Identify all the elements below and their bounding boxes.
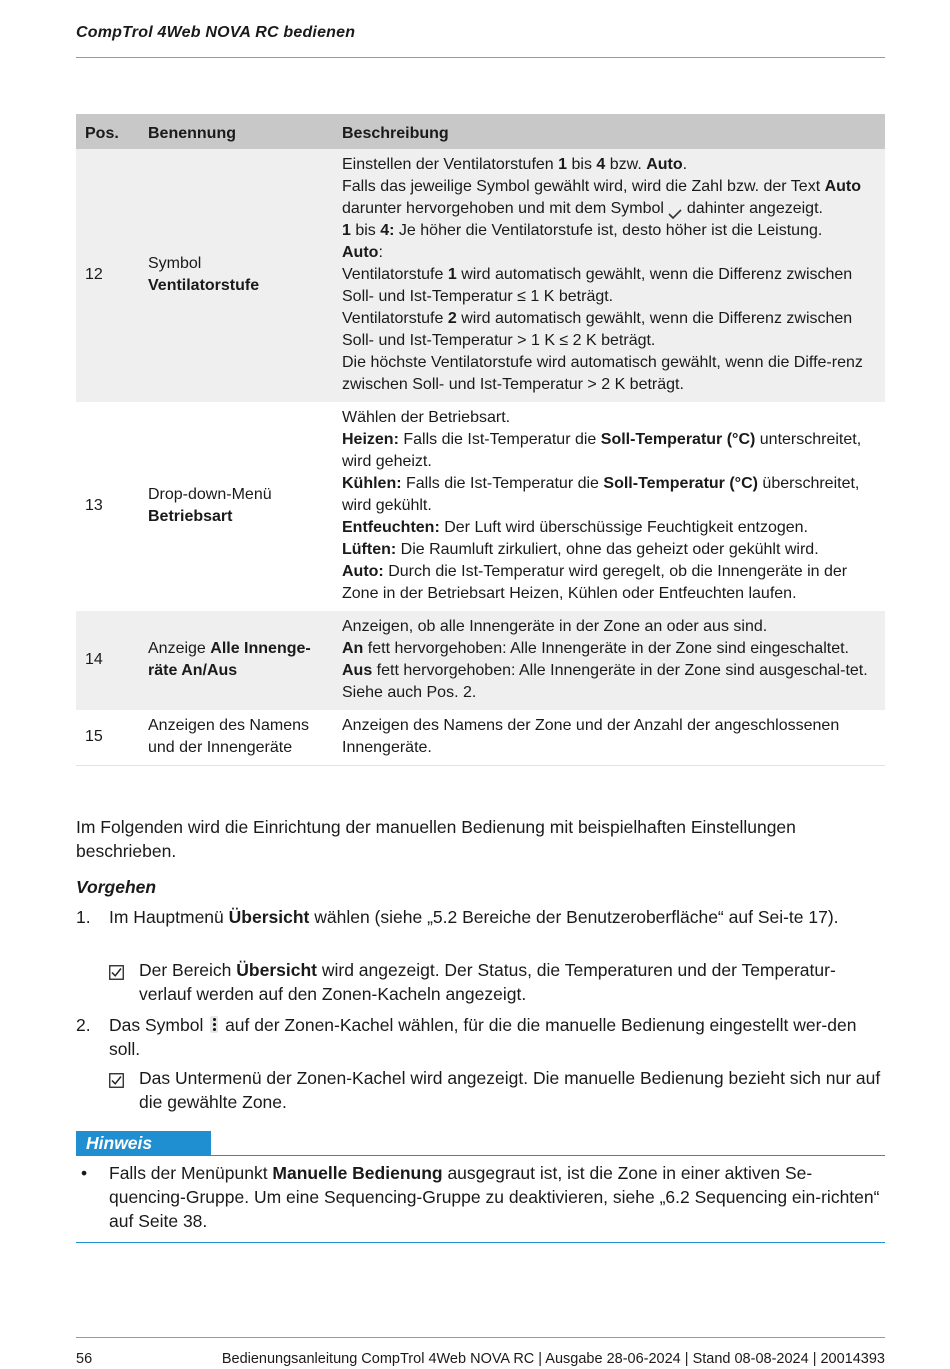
step-number: 2. — [76, 1015, 91, 1035]
row-pos: 12 — [76, 149, 139, 402]
hint-bar — [76, 1131, 885, 1156]
hint-label: Hinweis — [76, 1131, 211, 1155]
header-title: CompTrol 4Web NOVA RC bedienen — [76, 24, 356, 41]
row-description — [333, 611, 885, 710]
intro-paragraph: Im Folgenden wird die Einrichtung der manuellen Bedienung mit beispielhaften Einstellungen beschrieben. — [76, 817, 796, 861]
desc-line: Ventilatorstufe 1 wird automatisch gewählt, wenn die Differenz zwischen Soll- und Ist-Temperatur ≤ 1 K beträgt. — [342, 266, 853, 305]
row-pos: 13 — [85, 497, 103, 514]
desc-line: Wählen der Betriebsart. — [342, 409, 511, 426]
desc-line: Heizen: Falls die Ist-Temperatur die Soll-Temperatur (°C) unterschreitet, wird geheizt. — [342, 431, 862, 470]
desc-line: Falls das jeweilige Symbol gewählt wird, wird die Zahl bzw. der Text Auto darunter hervorgehoben und mit dem Symbol dahinter angezeigt. — [342, 178, 862, 217]
hint-bullet: • — [81, 1163, 88, 1183]
desc-line: Entfeuchten: Der Luft wird überschüssige Feuchtigkeit entzogen. — [342, 519, 808, 536]
table-row — [76, 402, 885, 611]
name-bold: Ventilatorstufe — [148, 277, 260, 294]
desc-line: An fett hervorgehoben: Alle Innengeräte in der Zone sind eingeschaltet. — [342, 640, 849, 657]
hint-body — [76, 1161, 885, 1243]
table-row — [76, 149, 885, 402]
result-text: Der Bereich Übersicht wird angezeigt. Der Status, die Temperaturen und der Temperatur-verlauf werden auf den Zonen-Kacheln angezeigt. — [139, 960, 836, 1004]
row-pos: 15 — [76, 710, 139, 766]
hint-text: Falls der Menüpunkt Manuelle Bedienung ausgegraut ist, ist die Zone in einer aktiven Se-quencing-Gruppe. Um eine Sequencing-Gruppe zu deaktivieren, siehe „6.2 Sequencing ein-richten“ auf Seite 38. — [109, 1163, 880, 1231]
desc-line: Ventilatorstufe 2 wird automatisch gewählt, wenn die Differenz zwischen Soll- und Ist-Temperatur > 1 K ≤ 2 K beträgt. — [342, 310, 853, 349]
table-row — [76, 710, 885, 766]
desc-line: Aus fett hervorgehoben: Alle Innengeräte in der Zone sind ausgeschal-tet. Siehe auch Pos. 2. — [342, 662, 868, 701]
row-name — [139, 611, 333, 710]
parameter-table — [76, 114, 885, 766]
table-row — [76, 611, 885, 710]
step-result-1 — [109, 958, 885, 1006]
desc-line: Die höchste Ventilatorstufe wird automatisch gewählt, wenn die Diffe-renz zwischen Soll- und Ist-Temperatur > 2 K beträgt. — [342, 354, 863, 393]
header-desc: Beschreibung — [333, 114, 885, 149]
page-footer — [76, 1337, 885, 1367]
row-pos: 14 — [76, 611, 139, 710]
step-number: 1. — [76, 907, 91, 927]
procedure-heading: Vorgehen — [76, 877, 157, 897]
desc-line: Lüften: Die Raumluft zirkuliert, ohne das geheizt oder gekühlt wird. — [342, 541, 819, 558]
checked-box-icon — [109, 1070, 124, 1085]
step-result-2 — [109, 1066, 885, 1114]
desc-line: 1 bis 4: Je höher die Ventilatorstufe ist, desto höher ist die Leistung. — [342, 222, 823, 239]
name-plain: Anzeige — [148, 640, 211, 657]
desc-line: Auto: — [342, 244, 383, 261]
step-text: Im Hauptmenü Übersicht wählen (siehe „5.2 Bereiche der Benutzeroberfläche“ auf Sei-te 17). — [109, 907, 839, 927]
table-header-row — [76, 114, 885, 149]
desc-line: Einstellen der Ventilatorstufen 1 bis 4 bzw. Auto. — [342, 156, 688, 173]
footer-text: Bedienungsanleitung CompTrol 4Web NOVA RC | Ausgabe 28-06-2024 | Stand 08-08-2024 | 20014393 — [221, 1351, 885, 1367]
page-header — [76, 24, 885, 58]
vertical-dots-icon — [210, 1016, 218, 1033]
row-description — [333, 149, 885, 402]
name-bold: Alle Innenge-räte An/Aus — [148, 640, 311, 679]
name-plain: Symbol — [148, 255, 202, 272]
desc-line: Anzeigen, ob alle Innengeräte in der Zone an oder aus sind. — [342, 618, 768, 635]
procedure-step-2 — [76, 1013, 885, 1061]
row-description — [333, 402, 885, 611]
checked-box-icon — [109, 962, 124, 977]
row-name: Anzeigen des Namens und der Innengeräte — [139, 710, 333, 766]
row-description: Anzeigen des Namens der Zone und der Anzahl der angeschlossenen Innengeräte. — [333, 710, 885, 766]
name-plain: Drop-down-Menü — [148, 486, 272, 503]
page-number: 56 — [76, 1351, 93, 1367]
header-name: Benennung — [139, 114, 333, 149]
name-bold: Betriebsart — [148, 508, 233, 525]
result-text: Das Untermenü der Zonen-Kachel wird angezeigt. Die manuelle Bedienung bezieht sich nur auf die gewählte Zone. — [139, 1068, 881, 1112]
row-name — [139, 402, 333, 611]
header-pos: Pos. — [76, 114, 139, 149]
step-text: Das Symbol auf der Zonen-Kachel wählen, für die die manuelle Bedienung eingestellt wer-den soll. — [109, 1015, 857, 1059]
check-mark-icon — [668, 204, 682, 214]
desc-line: Auto: Durch die Ist-Temperatur wird geregelt, ob die Innengeräte in der Zone in der Betriebsart Heizen, Kühlen oder Entfeuchten laufen. — [342, 563, 848, 602]
desc-line: Kühlen: Falls die Ist-Temperatur die Soll-Temperatur (°C) überschreitet, wird gekühlt. — [342, 475, 860, 514]
procedure-step-1 — [76, 905, 885, 929]
row-name — [139, 149, 333, 402]
